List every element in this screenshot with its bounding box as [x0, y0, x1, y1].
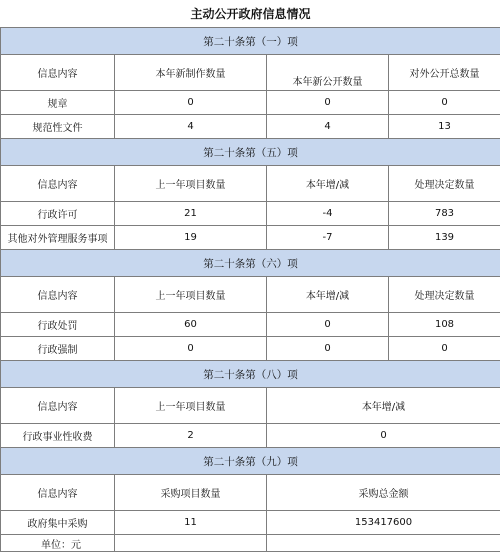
section-title: 第二十条第（一）项	[1, 28, 500, 55]
column-header: 信息内容	[1, 55, 115, 91]
column-header: 上一年项目数量	[115, 166, 267, 202]
table-cell: 0	[115, 337, 267, 361]
table-cell: 21	[115, 202, 267, 226]
page-title: 主动公开政府信息情况	[1, 0, 500, 28]
table-cell: 13	[389, 115, 500, 139]
column-header: 本年增/减	[267, 388, 500, 424]
section-title: 第二十条第（五）项	[1, 139, 500, 166]
section-title: 第二十条第（六）项	[1, 250, 500, 277]
table-cell: 153417600	[267, 511, 500, 535]
table-cell: 规范性文件	[1, 115, 115, 139]
column-header: 本年增/减	[267, 166, 389, 202]
table-cell: 0	[267, 337, 389, 361]
table-cell: 行政许可	[1, 202, 115, 226]
column-header: 采购总金额	[267, 475, 500, 511]
table-cell: 规章	[1, 91, 115, 115]
column-header: 处理决定数量	[389, 166, 500, 202]
column-header: 上一年项目数量	[115, 388, 267, 424]
table-cell: 60	[115, 313, 267, 337]
column-header: 上一年项目数量	[115, 277, 267, 313]
table-cell: 0	[267, 313, 389, 337]
section-title: 第二十条第（八）项	[1, 361, 500, 388]
column-header: 对外公开总数量	[389, 55, 500, 91]
table-cell: 0	[389, 91, 500, 115]
table-cell: 行政处罚	[1, 313, 115, 337]
table-cell: 4	[115, 115, 267, 139]
table-cell: 0	[115, 91, 267, 115]
column-header: 信息内容	[1, 388, 115, 424]
column-header: 信息内容	[1, 277, 115, 313]
table-cell: 行政事业性收费	[1, 424, 115, 448]
table-cell: 19	[115, 226, 267, 250]
unit-label: 单位：元	[1, 535, 115, 552]
column-header: 本年新制作数量	[115, 55, 267, 91]
table-cell: 139	[389, 226, 500, 250]
table-cell: 108	[389, 313, 500, 337]
table-cell: -4	[267, 202, 389, 226]
table-cell: 行政强制	[1, 337, 115, 361]
table-cell: 11	[115, 511, 267, 535]
table-cell: 0	[389, 337, 500, 361]
empty-cell	[267, 535, 500, 552]
empty-cell	[115, 535, 267, 552]
table-cell: 4	[267, 115, 389, 139]
table-cell: 0	[267, 424, 500, 448]
table-cell: 其他对外管理服务事项	[1, 226, 115, 250]
column-header: 信息内容	[1, 166, 115, 202]
column-header: 采购项目数量	[115, 475, 267, 511]
table-cell: 2	[115, 424, 267, 448]
column-header: 处理决定数量	[389, 277, 500, 313]
column-header: 信息内容	[1, 475, 115, 511]
table-cell: 783	[389, 202, 500, 226]
column-header: 本年新公开数量	[267, 55, 389, 91]
column-header: 本年增/减	[267, 277, 389, 313]
table-cell: 政府集中采购	[1, 511, 115, 535]
table-cell: -7	[267, 226, 389, 250]
section-title: 第二十条第（九）项	[1, 448, 500, 475]
table-cell: 0	[267, 91, 389, 115]
